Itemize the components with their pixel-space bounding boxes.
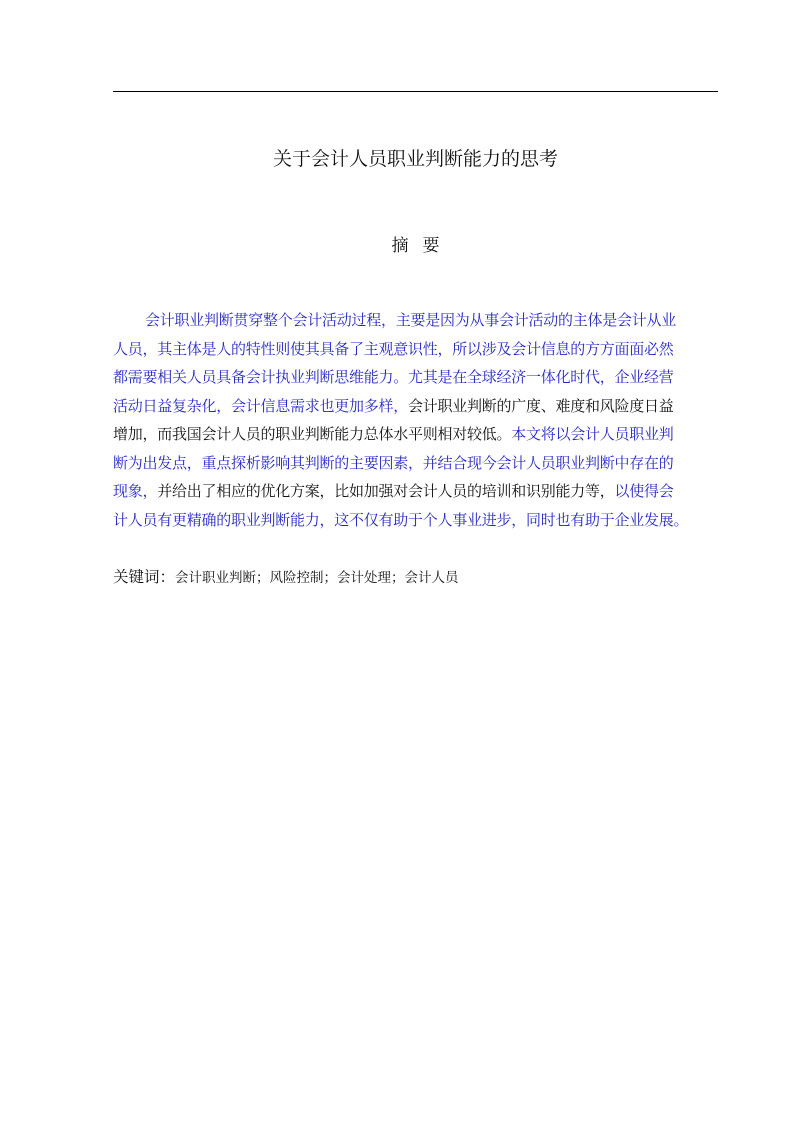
abstract-text-segment: 都需要相关人员具备会计执业判断思维能力。尤其是在全球经济一体化时代，企业经营 xyxy=(113,368,674,386)
abstract-text-segment: 增加，而我国会计人员的职业判断能力总体水平则相对较低。 xyxy=(113,425,512,443)
abstract-line xyxy=(113,335,720,364)
abstract-text-segment: 会计职业判断贯穿整个会计活动过程，主要是因为从事会计活动的主体是会计从业 xyxy=(145,311,677,329)
abstract-line xyxy=(113,506,720,535)
abstract-text-segment: 计人员有更精确的职业判断能力，这不仅有助于个人事业进步，同时也有助于企业发展。 xyxy=(113,510,689,529)
abstract-line xyxy=(113,306,720,335)
abstract-text-segment: 并给出了相应的优化方案，比如加强对会计人员的培训和识别能力等， xyxy=(157,482,615,500)
abstract-text-segment: 以使得会 xyxy=(614,482,674,500)
abstract-line xyxy=(113,449,720,478)
keywords-line xyxy=(113,563,718,591)
abstract-text-segment: 本文将以会计人员职业判 xyxy=(511,425,674,443)
keywords-text: 会计职业判断；风险控制；会计处理；会计人员 xyxy=(175,570,459,586)
paper-title: 关于会计人员职业判断能力的思考 xyxy=(272,148,558,170)
abstract-line xyxy=(113,392,720,421)
abstract-line xyxy=(113,477,720,506)
abstract-body xyxy=(113,306,720,534)
header-rule xyxy=(113,91,718,92)
abstract-line xyxy=(113,420,720,449)
abstract-text-segment: 现象， xyxy=(113,482,158,500)
abstract-text-segment: 人员，其主体是人的特性则使其具备了主观意识性，所以涉及会计信息的方方面面必然 xyxy=(113,339,674,358)
keywords-label: 关键词： xyxy=(113,568,176,586)
abstract-text-segment: 断为出发点，重点探析影响其判断的主要因素，并结合现今会计人员职业判断中存在的 xyxy=(113,453,674,472)
abstract-heading: 摘要 xyxy=(391,236,454,256)
abstract-text-segment: 活动日益复杂化，会计信息需求也更加多样， xyxy=(113,396,409,415)
abstract-text-segment: 会计职业判断的广度、难度和风险度日益 xyxy=(408,396,674,415)
abstract-line xyxy=(113,363,720,392)
